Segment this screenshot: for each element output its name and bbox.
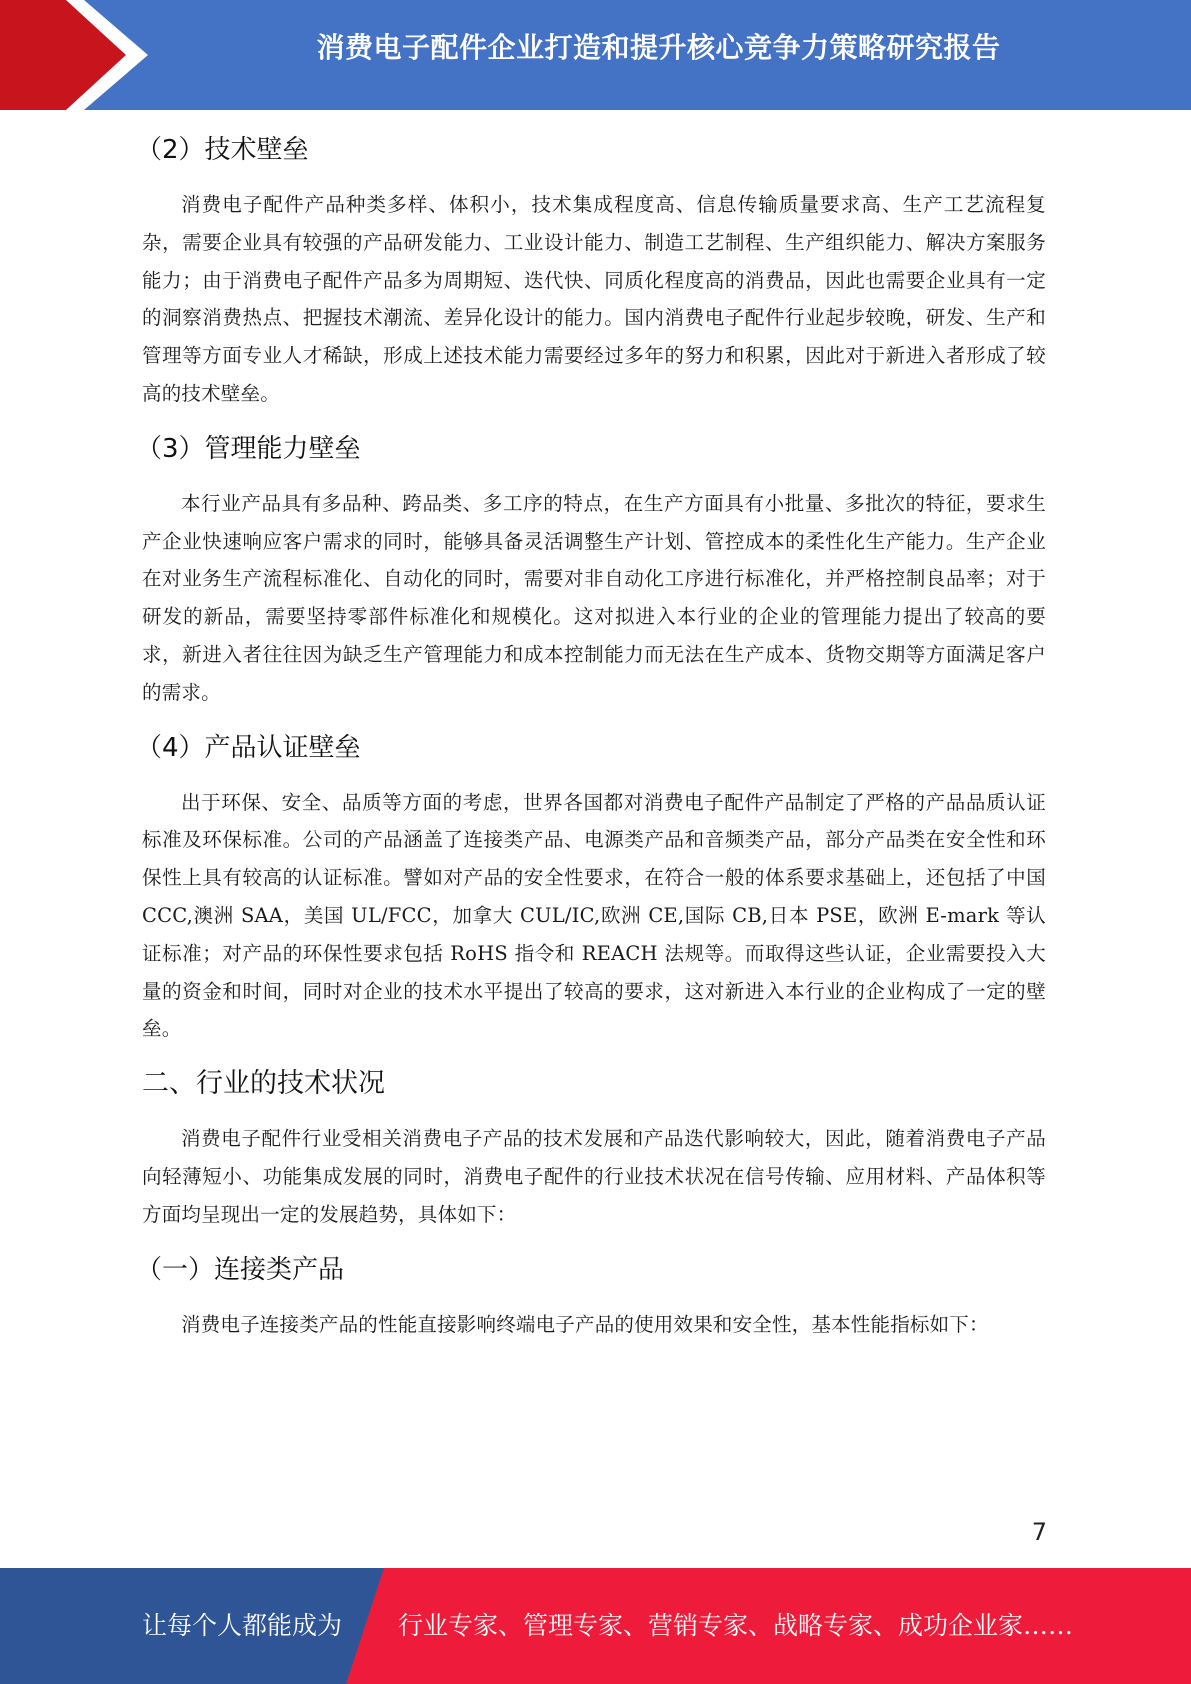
report-title: 消费电子配件企业打造和提升核心竞争力策略研究报告 [316, 31, 1001, 64]
footer-slogan-list: 行业专家、管理专家、营销专家、战略专家、成功企业家…… [398, 1611, 1074, 1640]
section-heading: （4）产品认证壁垒 [136, 732, 361, 763]
body-paragraph: 消费电子配件行业受相关消费电子产品的技术发展和产品迭代影响较大，因此，随着消费电子产品向轻薄短小、功能集成发展的同时，消费电子配件的行业技术状况在信号传输、应用材料、产品体积等方面均呈现出一定的发展趋势，具体如下： [142, 1127, 1046, 1226]
section-heading: （2）技术壁垒 [136, 135, 309, 165]
document-body [136, 120, 1046, 1359]
body-paragraph: 消费电子配件产品种类多样、体积小，技术集成程度高、信息传输质量要求高、生产工艺流程复杂，需要企业具有较强的产品研发能力、工业设计能力、制造工艺制程、生产组织能力、解决方案服务能力；由于消费电子配件产品多为周期短、迭代快、同质化程度高的消费品，因此也需要企业具有一定的洞察消费热点、把握技术潮流、差异化设计的能力。国内消费电子配件行业起步较晚，研发、生产和管理等方面专业人才稀缺，形成上述技术能力需要经过多年的努力和积累，因此对于新进入者形成了较高的技术壁垒。 [142, 193, 1046, 405]
header-banner [0, 0, 1191, 110]
body-paragraph: 出于环保、安全、品质等方面的考虑，世界各国都对消费电子配件产品制定了严格的产品品质认证标准及环保标准。公司的产品涵盖了连接类产品、电源类产品和音频类产品，部分产品类在安全性和环保性上具有较高的认证标准。譬如对产品的安全性要求，在符合一般的体系要求基础上，还包括了中国 CCC,澳洲 SAA，美国 UL/FCC，加拿大 CUL/IC,欧洲 CE,国际 CB,日本 PSE，欧洲 E-mark 等认证标准；对产品的环保性要求包括 RoHS 指令和 REACH 法规等。而取得这些认证，企业需要投入大量的资金和时间，同时对企业的技术水平提出了较高的要求，这对新进入本行业的企业构成了一定的壁垒。 [142, 790, 1046, 1041]
footer-slogan-lead: 让每个人都能成为 [142, 1611, 343, 1640]
subsection-heading: （一）连接类产品 [136, 1254, 345, 1285]
chapter-heading: 二、行业的技术状况 [142, 1068, 385, 1100]
body-paragraph: 本行业产品具有多品种、跨品类、多工序的特点，在生产方面具有小批量、多批次的特征，要求生产企业快速响应客户需求的同时，能够具备灵活调整生产计划、管控成本的柔性化生产能力。生产企业在对业务生产流程标准化、自动化的同时，需要对非自动化工序进行标准化，并严格控制良品率；对于研发的新品，需要坚持零部件标准化和规模化。这对拟进入本行业的企业的管理能力提出了较高的要求，新进入者往往因为缺乏生产管理能力和成本控制能力而无法在生产成本、货物交期等方面满足客户的需求。 [142, 491, 1046, 704]
section-heading: （3）管理能力壁垒 [136, 433, 361, 464]
footer-banner [0, 1568, 1191, 1684]
arrow-decor-icon [0, 0, 160, 110]
body-paragraph: 消费电子连接类产品的性能直接影响终端电子产品的使用效果和安全性，基本性能指标如下： [181, 1312, 989, 1336]
page-number: 7 [1031, 1518, 1047, 1546]
